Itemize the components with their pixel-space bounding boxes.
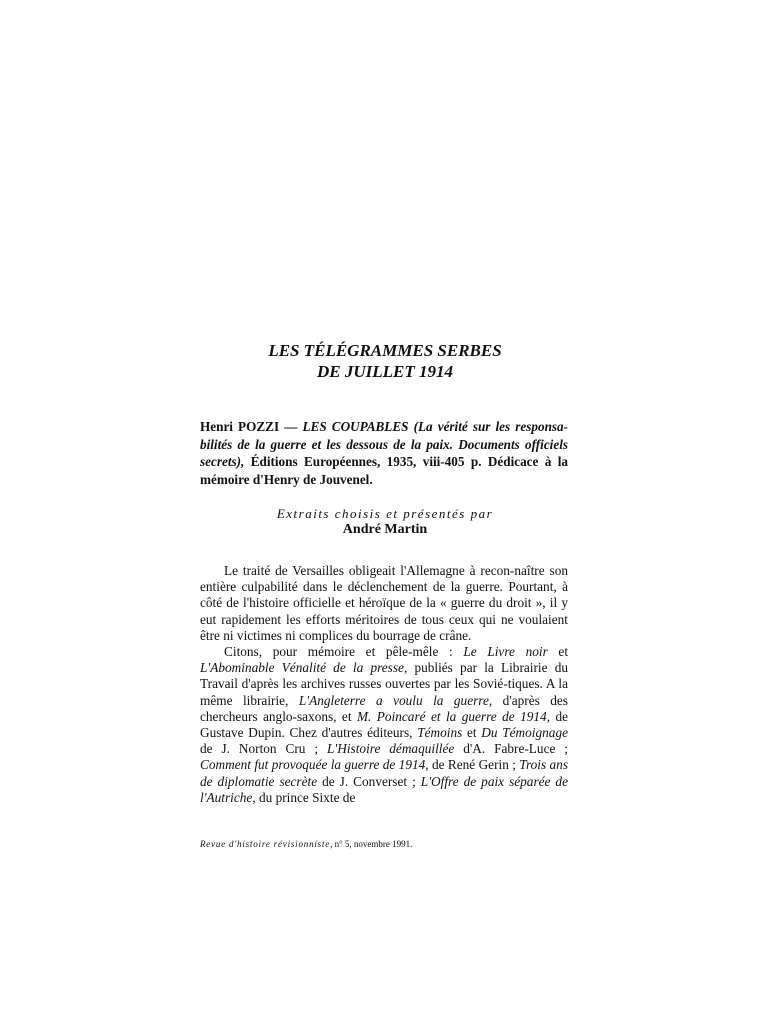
page-title-line-2: DE JUILLET 1914 [317,362,453,381]
page-title-line-1: LES TÉLÉGRAMMES SERBES [268,341,502,360]
book-title-venalite: L'Abominable Vénalité de la presse [200,660,404,676]
reference-publication: Éditions Européennes, 1935, viii-405 p. Dédicace à la mémoire d'Henry de Jouvenel. [200,454,568,487]
book-title-du-temoignage: Du Témoignage [481,725,568,741]
book-title-angleterre: L'Angleterre a voulu la guerre [298,692,489,708]
book-title-trois-ans: Trois ans de diplomatie secrète [200,757,568,789]
paragraph-2-text: de J. Converset ; [317,773,421,789]
book-reference [200,418,568,488]
book-title-livre-noir: Le Livre noir [463,644,548,660]
page-footer [200,838,412,850]
body-text [200,563,568,806]
footer-journal: Revue d'histoire révisionniste [200,839,331,849]
reference-work-title: LES COUPABLES (La vérité sur les responsa-bilités de la guerre et les dessous de la paix. Documents officiels secrets), [200,419,569,469]
book-title-histoire-demaquillee: L'Histoire démaquillée [327,741,455,757]
paragraph-2-text: , publiés par la Librairie du Travail d'après les archives russes ouvertes par les Sovié-tiques. A la même librairie, [200,660,568,708]
paragraph-2-text: , de René Gerin ; [425,757,520,773]
byline-author: André Martin [342,522,428,537]
paragraph-1: Le traité de Versailles obligeait l'Allemagne à recon-naître son entière culpabilité dans le déclenchement de la guerre. Pourtant, à côté de l'histoire officielle et héroïque de la « guerre du droit », il y eut rapidement les efforts méritoires de tous ceux qui ne voulaient être ni victimes ni complices du bourrage de crâne. [200,563,568,643]
book-title-poincare: M. Poincaré et la guerre de 1914 [356,708,547,724]
paragraph-2-text: et [462,725,482,741]
book-title-temoins: Témoins [417,725,463,741]
paragraph-2 [200,644,568,806]
paragraph-2-text: , du prince Sixte de [252,789,356,805]
paragraph-2-text: de J. Norton Cru ; [200,741,328,757]
paragraph-2-text: , d'après des chercheurs anglo-saxons, et [200,692,568,724]
paragraph-2-text: et [547,644,569,660]
paragraph-2-text: d'A. Fabre-Luce ; [454,741,568,757]
footer-issue: , n° 5, novembre 1991. [330,839,413,849]
paragraph-2-text: Citons, pour mémoire et pêle-mêle : [224,644,464,660]
book-title-comment-fut-provoquee: Comment fut provoquée la guerre de 1914 [200,757,426,773]
book-title-offre-de-paix: L'Offre de paix séparée de l'Autriche [200,773,568,805]
byline-prefix: Extraits choisis et présentés par [276,506,494,521]
paragraph-2-text: , de Gustave Dupin. Chez d'autres éditeurs, [200,708,568,741]
reference-author: Henri POZZI — [200,419,298,434]
